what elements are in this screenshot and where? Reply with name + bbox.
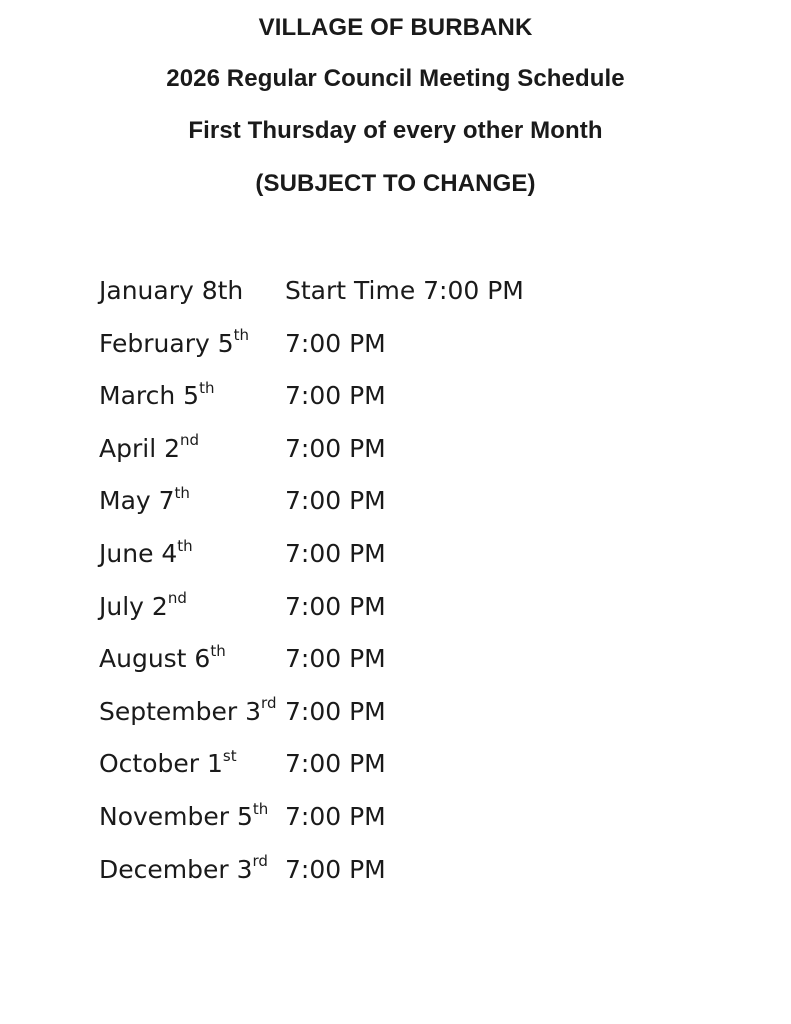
schedule-row bbox=[99, 326, 699, 379]
meeting-time: 7:00 PM bbox=[285, 854, 386, 884]
meeting-date: November 5th bbox=[99, 799, 269, 831]
schedule-row bbox=[99, 273, 699, 326]
meeting-time: 7:00 PM bbox=[285, 749, 386, 779]
meeting-time: 7:00 PM bbox=[285, 591, 386, 621]
meeting-date: February 5th bbox=[99, 326, 250, 358]
date-suffix: th bbox=[252, 799, 269, 818]
meeting-date: September 3rd bbox=[99, 694, 277, 726]
date-suffix: rd bbox=[261, 694, 277, 713]
meeting-time: 7:00 PM bbox=[285, 538, 386, 568]
meeting-time: 7:00 PM bbox=[285, 486, 386, 516]
schedule-row bbox=[99, 746, 699, 799]
schedule-row bbox=[99, 641, 699, 694]
meeting-time: Start Time 7:00 PM bbox=[285, 276, 524, 305]
meeting-date: January 8th bbox=[99, 276, 244, 305]
meeting-time: 7:00 PM bbox=[285, 696, 386, 726]
schedule-row bbox=[99, 694, 699, 747]
meeting-time: 7:00 PM bbox=[285, 381, 386, 411]
meeting-time: 7:00 PM bbox=[285, 328, 386, 358]
meeting-time: 7:00 PM bbox=[285, 433, 386, 463]
meeting-date: March 5th bbox=[99, 378, 215, 411]
document-title: VILLAGE OF BURBANK bbox=[258, 14, 533, 41]
date-suffix: rd bbox=[252, 852, 268, 871]
date-suffix: th bbox=[233, 326, 250, 345]
change-notice: (SUBJECT TO CHANGE) bbox=[255, 170, 536, 197]
meeting-date: April 2nd bbox=[99, 431, 200, 463]
schedule-row bbox=[99, 852, 699, 905]
date-suffix: st bbox=[222, 747, 237, 766]
schedule-row bbox=[99, 483, 699, 536]
date-suffix: th bbox=[174, 484, 190, 503]
date-suffix: nd bbox=[180, 431, 200, 450]
schedule-row bbox=[99, 589, 699, 642]
schedule-row bbox=[99, 799, 699, 852]
meeting-date: July 2nd bbox=[99, 589, 187, 621]
date-suffix: th bbox=[199, 378, 215, 397]
schedule-row bbox=[99, 378, 699, 431]
meeting-date: October 1st bbox=[99, 747, 237, 779]
meeting-schedule-list bbox=[99, 273, 699, 904]
meeting-date: May 7th bbox=[99, 484, 190, 516]
meeting-date: December 3rd bbox=[99, 852, 268, 884]
meeting-time: 7:00 PM bbox=[285, 801, 386, 831]
meeting-date: June 4th bbox=[99, 536, 193, 568]
meeting-date: August 6th bbox=[99, 641, 226, 674]
date-suffix: th bbox=[177, 536, 193, 555]
schedule-title: 2026 Regular Council Meeting Schedule bbox=[166, 65, 625, 92]
schedule-subtitle: First Thursday of every other Month bbox=[188, 117, 603, 144]
schedule-row bbox=[99, 536, 699, 589]
meeting-time: 7:00 PM bbox=[285, 644, 386, 674]
date-suffix: nd bbox=[167, 589, 187, 608]
date-suffix: th bbox=[210, 641, 226, 660]
schedule-row bbox=[99, 431, 699, 484]
